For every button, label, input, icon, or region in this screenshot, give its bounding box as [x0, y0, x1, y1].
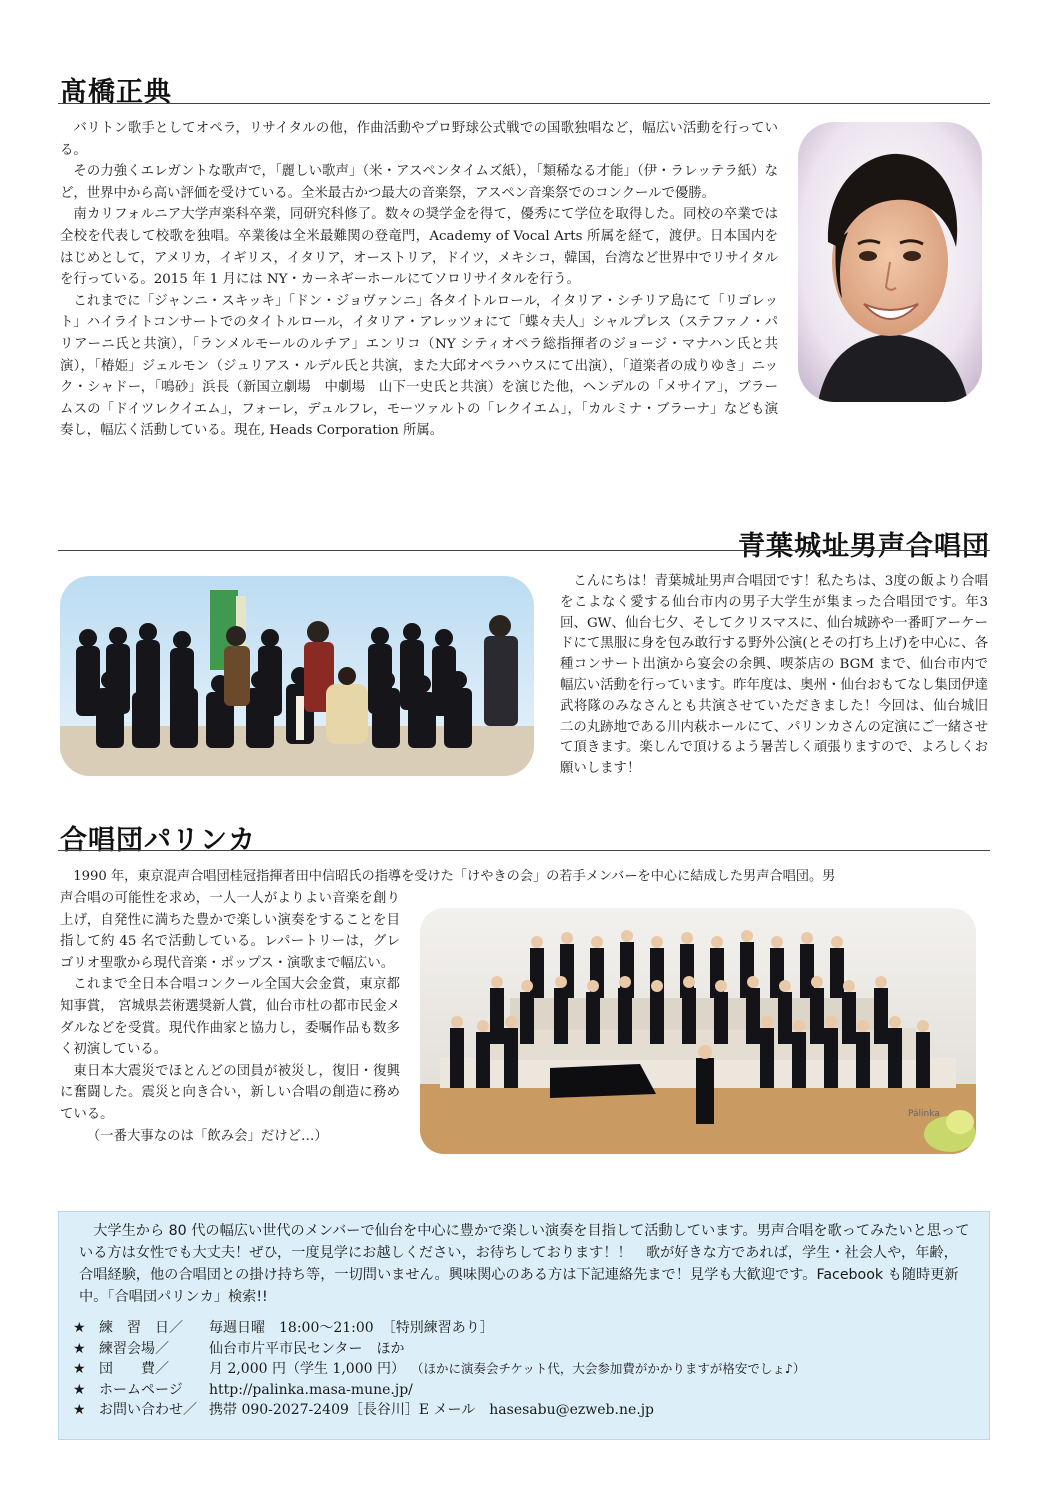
takahashi-portrait-photo — [798, 122, 982, 402]
info-row-homepage — [73, 1380, 973, 1401]
recruitment-intro-text: 大学生から 80 代の幅広い世代のメンバーで仙台を中心に豊かで楽しい演奏を目指して活動しています。男声合唱を歌ってみたいと思っている方は女性でも大丈夫！ぜひ，一度見学にお越しください，お待ちしております！！ 歌が好きな方であれば，学生・社会人や，年齢，合唱経験，他の合唱団との掛け持ち等，一切問いません。興味関心のある方は下記連絡先まで！見学も大歓迎です。Facebook も随時更新中。「合唱団パリンカ」検索!! — [79, 1223, 970, 1305]
aoba-heading-rule — [58, 550, 990, 551]
star-icon: ★ — [73, 1402, 86, 1418]
takahashi-heading-rule — [58, 103, 990, 104]
info-label: 練習会場／ — [99, 1340, 169, 1357]
info-note: ［特別練習あり］ — [381, 1320, 494, 1336]
info-value: 毎週日曜 18:00～21:00 — [209, 1320, 374, 1336]
palinka-lead-paragraph: 1990 年，東京混声合唱団桂冠指揮者田中信昭氏の指導を受けた「けやきの会」の若手メンバーを中心に結成した男声合唱団。男 — [73, 869, 836, 884]
palinka-description-paragraph: 東日本大震災でほとんどの団員が被災し，復旧・復興に奮闘した。震災と向き合い，新しい合唱の創造に務めている。 — [60, 1063, 400, 1122]
info-value: 仙台市片平市民センター ほか — [209, 1340, 405, 1357]
info-label: 練 習 日／ — [99, 1320, 183, 1336]
star-icon: ★ — [73, 1361, 86, 1377]
aoba-group-image — [60, 576, 534, 776]
palinka-description-paragraph: これまで全日本合唱コンクール全国大会金賞，東京都知事賞， 宮城県芸術選奨新人賞，仙台市杜の都市民金メダルなどを受賞。現代作曲家と協力し，委嘱作品も数多く初演している。 — [60, 977, 400, 1058]
palinka-description — [60, 888, 400, 1147]
homepage-link[interactable]: http://palinka.masa-mune.jp/ — [209, 1381, 413, 1398]
takahashi-bio-paragraph: その力強くエレガントな歌声で，「麗しい歌声」（米・アスペンタイムズ紙），「類稀なる才能」（伊・ラレッテラ紙）など，世界中から高い評価を受けている。全米最古かつ最大の音楽祭，アスペン音楽祭でのコンクールで優勝。 — [60, 164, 778, 201]
palinka-heading-rule — [58, 850, 990, 851]
palinka-photo-logo: Pálinka — [908, 1109, 940, 1119]
info-row-practice-day — [73, 1318, 973, 1339]
takahashi-bio-paragraph: これまでに「ジャンニ・スキッキ」「ドン・ジョヴァンニ」各タイトルロール，イタリア・シチリア島にて「リゴレット」ハイライトコンサートでのタイトルロール，イタリア・アレッツォにて「蝶々夫人」シャルプレス（ステファノ・パリアーニ氏と共演），「ランメルモールのルチア」エンリコ（NY シティオペラ総指揮者のジョージ・マナハン氏と共演），「椿姫」ジェルモン（ジュリアス・ルデル氏と共演，また大邱オペラハウスにて出演），「道楽者の成りゆき」ニック・シャドー，「鳴砂」浜長（新国立劇場 中劇場 山下一史氏と共演）を演じた他，ヘンデルの「メサイア」，ブラームスの「ドイツレクイエム」，フォーレ，デュルフレ，モーツァルトの「レクイエム」，「カルミナ・ブラーナ」なども演奏し，幅広く活動している。現在, Heads Corporation 所属。 — [60, 293, 778, 439]
info-value: 月 2,000 円（学生 1,000 円） — [209, 1361, 405, 1377]
info-label: 団 費／ — [99, 1361, 169, 1377]
contact-info: 携帯 090-2027-2409［長谷川］E メール hasesabu@ezweb.ne.jp — [209, 1402, 655, 1418]
info-row-practice-venue — [73, 1339, 973, 1360]
aoba-group-photo — [60, 576, 534, 776]
palinka-description-paragraph: 声合唱の可能性を求め，一人一人がよりよい音楽を創り上げ，自発性に満ちた豊かで楽しい演奏をすることを目指して約 45 名で活動している。レパートリーは，グレゴリオ聖歌から現代音楽・ポップス・演歌まで幅広い。 — [60, 891, 400, 971]
aoba-description — [560, 572, 988, 780]
star-icon: ★ — [73, 1340, 86, 1357]
aoba-description-paragraph: こんにちは！青葉城址男声合唱団です！私たちは、3度の飯より合唱をこよなく愛する仙台市内の男子大学生が集まった合唱団です。年3回、GW、仙台七夕、そしてクリスマスに、仙台城跡や一番町アーケードにて黒服に身を包み敢行する野外公演(とその打ち上げ)を中心に、各種コンサート出演から宴会の余興、喫茶店の BGM まで、仙台市内で幅広い活動を行っています。昨年度は、奥州・仙台おもてなし集団伊達武将隊のみなさんとも共演させていただきました！今回は、仙台城旧二の丸跡地である川内萩ホールにて、パリンカさんの定演にご一緒させて頂きます。楽しんで頂けるよう暑苦しく頑張りますので、よろしくお願いします！ — [560, 574, 988, 777]
palinka-description-paragraph: （一番大事なのは「飲み会」だけど…） — [86, 1128, 328, 1144]
info-note: （ほかに演奏会チケット代，大会参加費がかかりますが格安でしょ♪） — [410, 1361, 806, 1376]
palinka-choir-image — [420, 908, 976, 1154]
recruitment-notice-box — [58, 1211, 990, 1440]
palinka-lead — [60, 866, 995, 888]
recruitment-intro — [79, 1220, 971, 1308]
star-icon: ★ — [73, 1381, 86, 1398]
info-row-membership-fee — [73, 1359, 973, 1380]
star-icon: ★ — [73, 1320, 86, 1336]
info-row-contact — [73, 1400, 973, 1421]
recruitment-info-list — [73, 1318, 973, 1421]
takahashi-bio-paragraph: バリトン歌手としてオペラ，リサイタルの他，作曲活動やプロ野球公式戦での国歌独唱など，幅広い活動を行っている。 — [60, 121, 778, 158]
info-label: お問い合わせ／ — [99, 1402, 197, 1418]
takahashi-heading: 髙橋正典 — [60, 77, 172, 108]
palinka-choir-photo — [420, 908, 976, 1154]
takahashi-bio — [60, 118, 778, 442]
palinka-heading: 合唱団パリンカ — [60, 825, 256, 856]
info-label: ホームページ — [99, 1381, 183, 1398]
portrait-image — [798, 122, 982, 402]
takahashi-bio-paragraph: 南カリフォルニア大学声楽科卒業，同研究科修了。数々の奨学金を得て，優秀にて学位を取得した。同校の卒業では全校を代表して校歌を独唱。卒業後は全米最難関の登竜門，Academy of Vocal Arts 所属を経て，渡伊。日本国内をはじめとして，アメリカ，イギリス，イタリア，オーストリア，ドイツ，メキシコ，韓国，台湾など世界中でリサイタルを行っている。2015 年 1 月には NY・カーネギーホールにてソロリサイタルを行う。 — [60, 207, 778, 288]
aoba-heading: 青葉城址男声合唱団 — [738, 531, 990, 562]
